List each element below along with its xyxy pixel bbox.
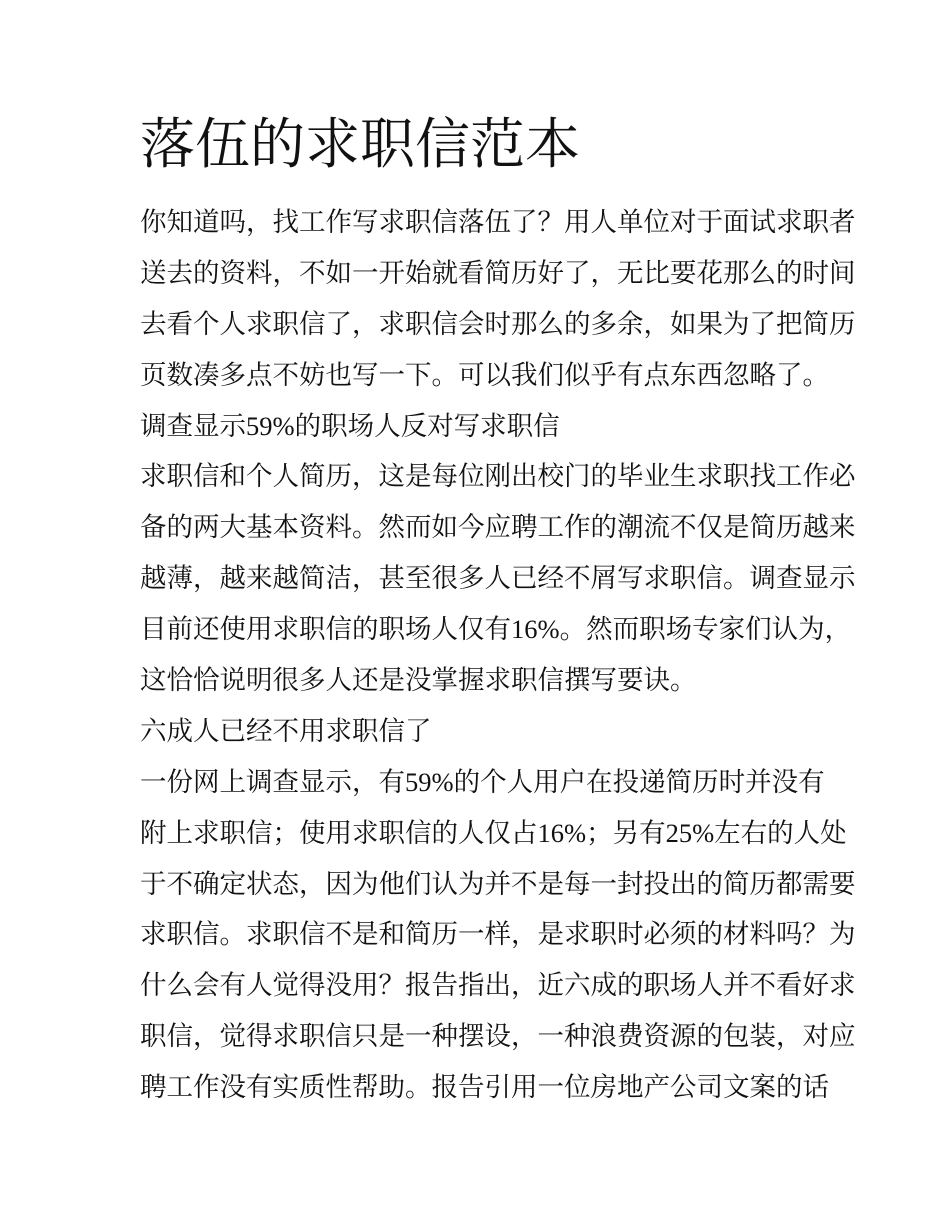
section-heading	[140, 706, 830, 757]
text-line: 备的两大基本资料。然而如今应聘工作的潮流不仅是简历越来	[140, 512, 856, 543]
document-title: 落伍的求职信范本	[140, 114, 581, 175]
text-line: 求职信。求职信不是和简历一样，是求职时必须的材料吗？为	[140, 919, 856, 950]
text-line: 越薄，越来越简洁，甚至很多人已经不屑写求职信。调查显示	[140, 563, 856, 594]
text-line: 职信，觉得求职信只是一种摆设，一种浪费资源的包装，对应	[140, 1021, 856, 1052]
text-line: 这恰恰说明很多人还是没掌握求职信撰写要诀。	[140, 665, 697, 696]
paragraph	[140, 197, 856, 401]
text-line: 送去的资料，不如一开始就看简历好了，无比要花那么的时间	[140, 257, 856, 288]
section-heading	[140, 401, 830, 452]
text-line: 聘工作没有实质性帮助。报告引用一位房地产公司文案的话	[140, 1072, 829, 1103]
text-line: 求职信和个人简历，这是每位刚出校门的毕业生求职找工作必	[140, 461, 856, 492]
text-line: 你知道吗，找工作写求职信落伍了？用人单位对于面试求职者	[140, 207, 856, 237]
text-line: 去看个人求职信了，求职信会时那么的多余，如果为了把简历	[140, 308, 856, 339]
text-line: 什么会有人觉得没用？报告指出，近六成的职场人并不看好求	[140, 970, 856, 1001]
document-body	[140, 197, 856, 1113]
text-line: 附上求职信；使用求职信的人仅占16%；另有25%左右的人处	[140, 817, 847, 848]
text-line: 一份网上调查显示，有59%的个人用户在投递简历时并没有	[140, 766, 825, 797]
paragraph	[140, 451, 856, 705]
text-line: 于不确定状态，因为他们认为并不是每一封投出的简历都需要	[140, 868, 856, 899]
text-line: 页数凑多点不妨也写一下。可以我们似乎有点东西忽略了。	[140, 359, 829, 390]
paragraph	[140, 757, 856, 1113]
text-line: 调查显示59%的职场人反对写求职信	[140, 410, 560, 441]
text-line: 目前还使用求职信的职场人仅有16%。然而职场专家们认为，	[140, 614, 852, 645]
text-line: 六成人已经不用求职信了	[140, 715, 432, 746]
